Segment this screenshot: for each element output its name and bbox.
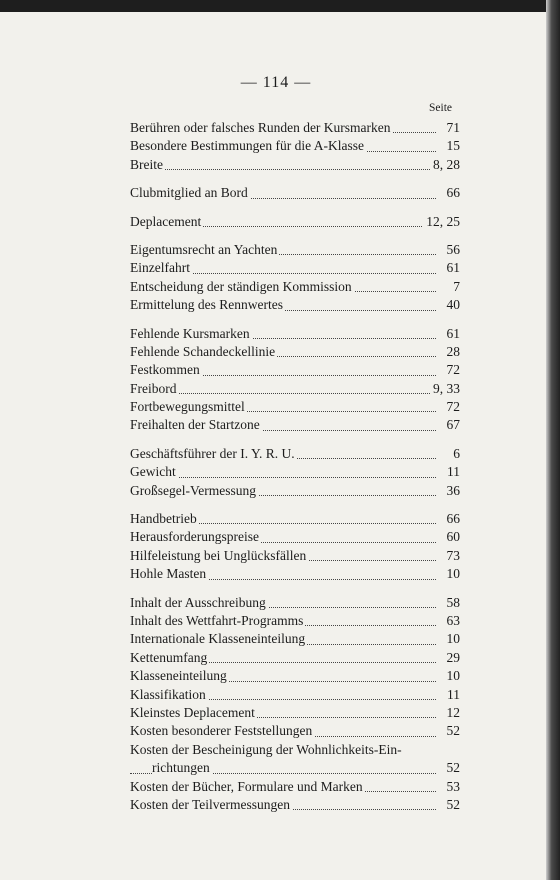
index-term: Kettenumfang: [130, 649, 208, 665]
index-term: Fortbewegungsmittel: [130, 399, 245, 415]
index-page-ref: 52: [444, 759, 461, 777]
index-page-ref: 9, 33: [430, 380, 460, 398]
index-page-ref: 58: [444, 594, 461, 612]
index-term: Ermittelung des Rennwertes: [130, 297, 283, 313]
index-term: Kosten besonderer Feststellungen: [130, 723, 313, 739]
index-entry: [130, 482, 460, 500]
index-entry: [130, 380, 460, 398]
index-page-ref: 28: [444, 343, 461, 361]
index-group: [130, 213, 460, 231]
index-group: [130, 119, 460, 174]
index-term: Deplacement: [130, 213, 202, 229]
index-page-ref: 12: [444, 704, 461, 722]
scan-right-edge: [546, 0, 560, 880]
index-entry: [130, 741, 460, 759]
index-page-ref: 60: [444, 528, 461, 546]
index-page-ref: 66: [444, 510, 461, 528]
index-entry: [130, 325, 460, 343]
index-entry: [130, 463, 460, 481]
index-entry: [130, 612, 460, 630]
index-entry: [130, 778, 460, 796]
index-term: Kleinstes Deplacement: [130, 704, 255, 720]
index-term: Klasseneinteilung: [130, 668, 227, 684]
index-entry: [130, 686, 460, 704]
index-entry: [130, 759, 460, 777]
index-list: [130, 119, 460, 824]
index-page-ref: 72: [444, 398, 461, 416]
index-entry: [130, 398, 460, 416]
index-entry: [130, 137, 460, 155]
index-page-ref: 53: [444, 778, 461, 796]
index-page-ref: 66: [444, 184, 461, 202]
index-page-ref: 10: [444, 565, 461, 583]
index-entry: [130, 528, 460, 546]
index-term: Breite: [130, 156, 163, 172]
index-term: Eigentumsrecht an Yachten: [130, 241, 278, 257]
index-page-ref: 7: [450, 278, 460, 296]
index-entry: [130, 565, 460, 583]
index-entry: [130, 445, 460, 463]
index-entry: [130, 649, 460, 667]
index-term: Clubmitglied an Bord: [130, 185, 248, 201]
index-entry: [130, 361, 460, 379]
index-page-ref: 10: [444, 630, 461, 648]
index-term: Freibord: [130, 380, 177, 396]
index-term: Gewicht: [130, 464, 176, 480]
index-group: [130, 594, 460, 815]
index-page-ref: 15: [444, 137, 461, 155]
index-term: Kosten der Bücher, Formulare und Marken: [130, 778, 363, 794]
index-term: Einzelfahrt: [130, 260, 190, 276]
index-term: Klassifikation: [130, 686, 206, 702]
index-group: [130, 184, 460, 202]
index-term: Besondere Bestimmungen für die A-Klasse: [130, 138, 364, 154]
index-entry: [130, 119, 460, 137]
index-page-ref: 73: [444, 547, 461, 565]
index-term: richtungen: [152, 760, 210, 776]
index-entry: [130, 184, 460, 202]
index-page-ref: 8, 28: [430, 156, 460, 174]
index-page-ref: 52: [444, 796, 461, 814]
index-term: Inhalt des Wettfahrt-Programms: [130, 612, 304, 628]
index-entry: [130, 416, 460, 434]
index-entry: [130, 547, 460, 565]
index-page-ref: 29: [444, 649, 461, 667]
index-entry: [130, 594, 460, 612]
index-term: Kosten der Bescheinigung der Wohnlichkeits-Ein-: [130, 741, 402, 757]
index-term: Berühren oder falsches Runden der Kursmarken: [130, 120, 391, 135]
index-page-ref: 6: [450, 445, 460, 463]
index-entry: [130, 296, 460, 314]
index-term: Freihalten der Startzone: [130, 417, 260, 433]
index-entry: [130, 241, 460, 259]
index-entry: [130, 213, 460, 231]
index-entry: [130, 278, 460, 296]
index-page-ref: 61: [444, 259, 461, 277]
index-group: [130, 445, 460, 500]
index-term: Hilfeleistung bei Unglücksfällen: [130, 547, 307, 563]
index-entry: [130, 667, 460, 685]
page-column-header: Seite: [429, 102, 452, 114]
index-term: Entscheidung der ständigen Kommission: [130, 278, 352, 294]
index-term: Hohle Masten: [130, 566, 207, 582]
scan-top-edge: [0, 0, 560, 12]
index-entry: [130, 259, 460, 277]
index-entry: [130, 343, 460, 361]
index-page-ref: 11: [444, 463, 460, 481]
page-number: — 114 —: [240, 74, 312, 91]
index-page-ref: 71: [444, 119, 461, 137]
index-term: Herausforderungspreise: [130, 529, 259, 545]
index-entry: [130, 630, 460, 648]
index-term: Festkommen: [130, 362, 200, 378]
index-term: Inhalt der Ausschreibung: [130, 594, 266, 610]
index-page-ref: 52: [444, 722, 461, 740]
index-page-ref: 63: [444, 612, 461, 630]
index-term: Geschäftsführer der I. Y. R. U.: [130, 445, 295, 461]
index-group: [130, 241, 460, 315]
index-term: Handbetrieb: [130, 511, 197, 527]
index-page-ref: 67: [444, 416, 461, 434]
index-term: Fehlende Kursmarken: [130, 325, 250, 341]
index-term: Großsegel-Vermessung: [130, 482, 256, 498]
dot-leader: [130, 169, 436, 170]
index-entry: [130, 510, 460, 528]
index-group: [130, 510, 460, 584]
index-term: Kosten der Teilvermessungen: [130, 796, 291, 812]
index-term: Internationale Klasseneinteilung: [130, 631, 306, 647]
index-page-ref: 40: [444, 296, 461, 314]
index-page-ref: 61: [444, 325, 461, 343]
index-page-ref: 56: [444, 241, 461, 259]
index-page-ref: 12, 25: [423, 213, 460, 231]
index-entry: [130, 722, 460, 740]
index-term: Fehlende Schandeckellinie: [130, 343, 276, 359]
index-entry: [130, 704, 460, 722]
index-group: [130, 325, 460, 435]
index-page-ref: 36: [444, 482, 461, 500]
index-entry: [130, 156, 460, 174]
index-page-ref: 10: [444, 667, 461, 685]
index-page-ref: 11: [444, 686, 460, 704]
index-entry: [130, 796, 460, 814]
index-page-ref: 72: [444, 361, 461, 379]
